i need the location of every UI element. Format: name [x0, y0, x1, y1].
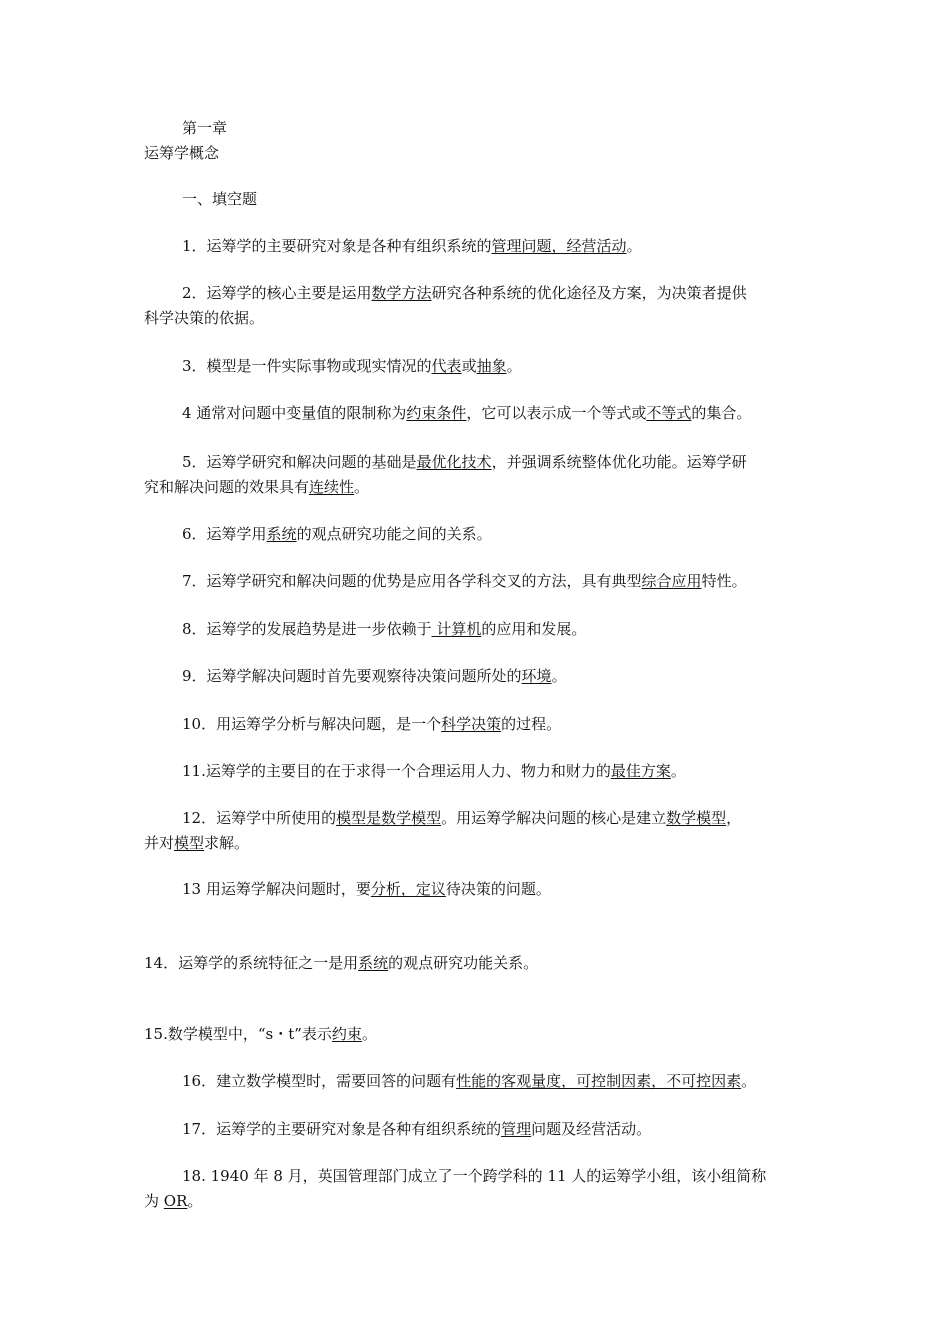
question-18-cont: 为 OR。: [144, 1192, 203, 1210]
question-4: 4 通常对问题中变量值的限制称为约束条件，它可以表示成一个等式或不等式的集合。: [182, 404, 752, 422]
answer: 不等式: [646, 404, 692, 422]
answer: 管理: [501, 1120, 532, 1138]
answer: OR: [163, 1192, 188, 1210]
answer: 约束: [331, 1025, 362, 1043]
question-11: 11.运筹学的主要目的在于求得一个合理运用人力、物力和财力的最佳方案。: [182, 762, 686, 780]
answer: 环境: [521, 667, 552, 685]
answer: 分析，定议: [370, 880, 446, 898]
question-3: 3．模型是一件实际事物或现实情况的代表或抽象。: [182, 357, 522, 375]
answer: 连续性: [309, 478, 355, 496]
question-15: 15.数学模型中，“s・t”表示约束。: [144, 1025, 377, 1043]
question-5-cont: 究和解决问题的效果具有连续性。: [144, 478, 370, 496]
question-2-cont: 科学决策的依据。: [144, 309, 265, 327]
question-13: 13 用运筹学解决问题时，要分析，定议待决策的问题。: [182, 880, 551, 898]
answer: 抽象: [476, 357, 507, 375]
question-9: 9．运筹学解决问题时首先要观察待决策问题所处的环境。: [182, 667, 567, 685]
question-5: 5．运筹学研究和解决问题的基础是最优化技术，并强调系统整体优化功能。运筹学研: [182, 453, 747, 471]
answer: 管理问题，经营活动: [491, 237, 627, 255]
question-8: 8．运筹学的发展趋势是进一步依赖于 计算机的应用和发展。: [182, 620, 587, 638]
question-10: 10．用运筹学分析与解决问题，是一个科学决策的过程。: [182, 715, 562, 733]
question-16: 16．建立数学模型时，需要回答的问题有性能的客观量度，可控制因素，不可控因素。: [182, 1072, 757, 1090]
question-12-cont: 并对模型求解。: [144, 834, 250, 852]
section-heading: 一、填空题: [182, 190, 258, 208]
question-6: 6．运筹学用系统的观点研究功能之间的关系。: [182, 525, 492, 543]
answer: 综合应用: [641, 572, 702, 590]
answer: 系统: [266, 525, 297, 543]
answer: 约束条件: [406, 404, 467, 422]
answer: 代表: [431, 357, 462, 375]
answer: 最佳方案: [610, 762, 671, 780]
answer: 科学决策: [441, 715, 502, 733]
question-18: 18. 1940 年 8 月，英国管理部门成立了一个跨学科的 11 人的运筹学小组，该小组简称: [182, 1167, 767, 1185]
question-1: 1．运筹学的主要研究对象是各种有组织系统的管理问题，经营活动。: [182, 237, 642, 255]
answer: 计算机: [431, 620, 482, 638]
answer: 模型: [174, 834, 205, 852]
question-7: 7．运筹学研究和解决问题的优势是应用各学科交叉的方法，具有典型综合应用特性。: [182, 572, 747, 590]
answer: 数学方法: [371, 284, 432, 302]
question-14: 14．运筹学的系统特征之一是用系统的观点研究功能关系。: [144, 954, 539, 972]
question-17: 17．运筹学的主要研究对象是各种有组织系统的管理问题及经营活动。: [182, 1120, 652, 1138]
chapter-title: 运筹学概念: [144, 144, 220, 162]
question-2: 2．运筹学的核心主要是运用数学方法研究各种系统的优化途径及方案，为决策者提供: [182, 284, 747, 302]
answer: 最优化技术: [416, 453, 492, 471]
answer: 性能的客观量度，可控制因素，不可控因素: [456, 1072, 742, 1090]
question-12: 12．运筹学中所使用的模型是数学模型。用运筹学解决问题的核心是建立数学模型，: [182, 809, 742, 827]
chapter-heading: 第一章: [182, 119, 228, 137]
answer: 模型是数学模型: [336, 809, 442, 827]
answer: 系统: [358, 954, 389, 972]
answer: 数学模型: [666, 809, 727, 827]
